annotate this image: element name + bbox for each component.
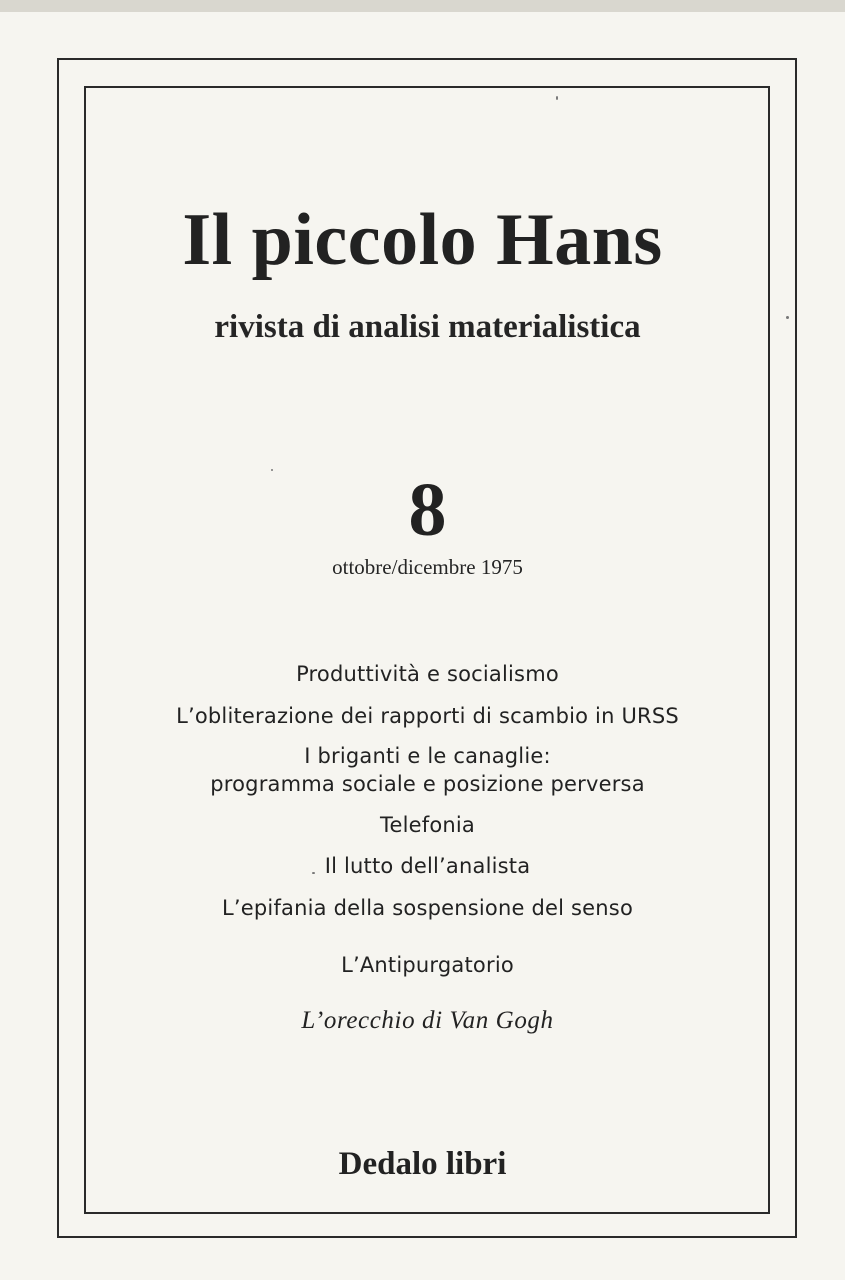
contents-item: Produttività e socialismo bbox=[296, 662, 559, 686]
paper-speck bbox=[786, 316, 789, 319]
contents-item: programma sociale e posizione perversa bbox=[210, 772, 645, 796]
publisher-name: Dedalo libri bbox=[338, 1146, 507, 1182]
cover-top-edge bbox=[0, 0, 845, 12]
paper-speck bbox=[556, 96, 558, 100]
contents-item: Telefonia bbox=[380, 813, 475, 837]
issue-number: 8 bbox=[408, 468, 447, 552]
issue-date: ottobre/dicembre 1975 bbox=[332, 555, 523, 579]
contents-item: L’Antipurgatorio bbox=[341, 953, 514, 977]
paper-speck bbox=[312, 872, 315, 874]
contents-item-featured: L’orecchio di Van Gogh bbox=[301, 1007, 554, 1034]
contents-item: L’epifania della sospensione del senso bbox=[221, 896, 633, 920]
contents-item: L’obliterazione dei rapporti di scambio in URSS bbox=[176, 704, 679, 728]
contents-item: Il lutto dell’analista bbox=[324, 854, 531, 878]
paper-speck bbox=[271, 469, 273, 471]
contents-item: I briganti e le canaglie: bbox=[304, 744, 551, 768]
journal-subtitle: rivista di analisi materialistica bbox=[214, 309, 641, 345]
journal-title: Il piccolo Hans bbox=[182, 199, 663, 281]
